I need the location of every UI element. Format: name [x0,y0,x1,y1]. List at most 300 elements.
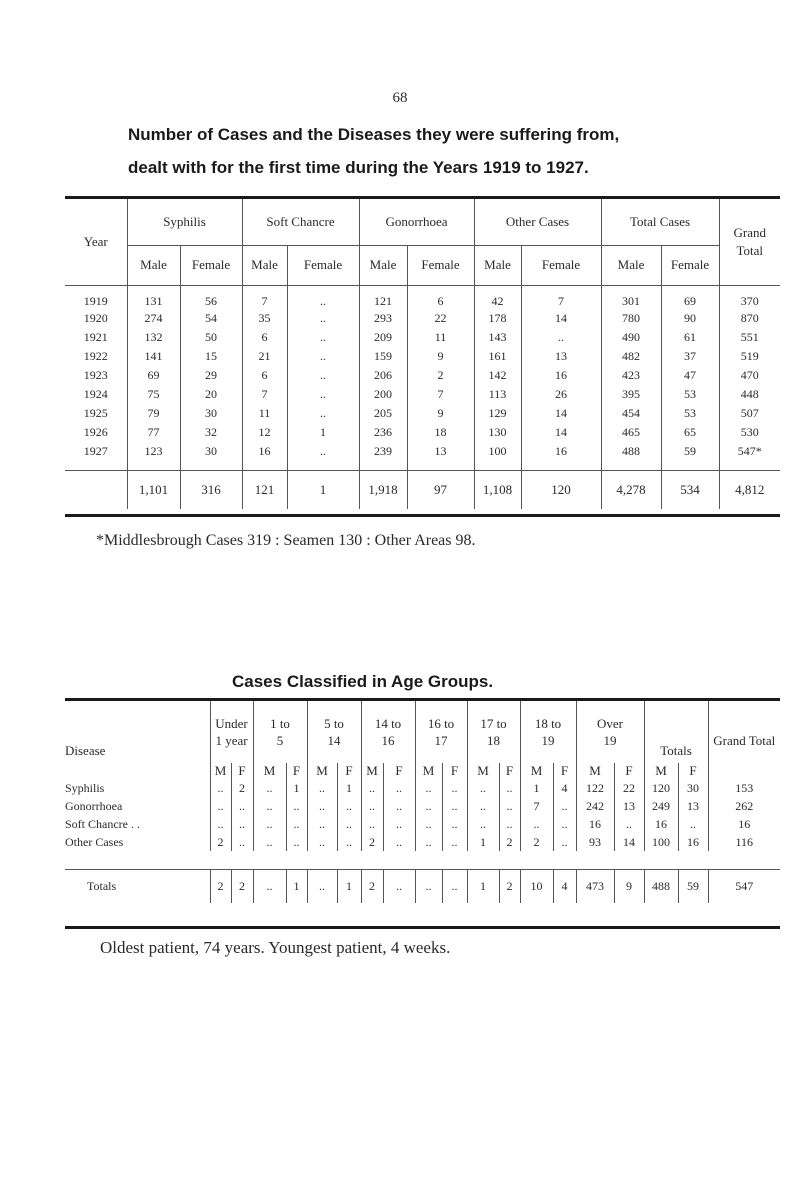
value-cell: .. [499,797,520,815]
total-cell: 121 [242,471,287,509]
age-group-bottom: 17 [434,733,448,748]
value-cell: 1 [520,779,553,797]
value-cell: 16 [644,815,678,833]
value-cell: .. [231,815,253,833]
age-group-top: 1 to [270,716,290,731]
value-cell: 11 [407,328,474,347]
value-cell: 143 [474,328,521,347]
value-cell: 16 [521,366,601,385]
value-cell: .. [361,815,383,833]
table-row [65,779,780,797]
value-cell: .. [287,366,359,385]
value-cell: 2 [499,833,520,851]
value-cell: 13 [678,797,708,815]
value-cell: .. [467,797,499,815]
totals-row [65,471,780,509]
sex-header: Female [521,245,601,285]
value-cell: 2 [361,833,383,851]
value-cell: 465 [601,423,661,442]
value-cell: 53 [661,404,719,423]
value-cell: .. [499,815,520,833]
value-cell: 242 [576,797,614,815]
value-cell: .. [383,815,415,833]
age-group-top: 17 to [480,716,507,731]
age-group-header [467,701,520,763]
value-cell: 780 [601,309,661,328]
value-cell: 37 [661,347,719,366]
group-header-gonorrhoea: Gonorrhoea [359,199,474,245]
value-cell: 161 [474,347,521,366]
total-cell: 1 [286,869,307,903]
sex-header: Male [127,245,180,285]
age-group-bottom: 16 [381,733,395,748]
value-cell: 116 [708,833,780,851]
value-cell: 26 [521,385,601,404]
total-cell: 1,918 [359,471,407,509]
value-cell: 121 [359,285,407,309]
value-cell: 13 [521,347,601,366]
value-cell: 1 [467,833,499,851]
value-cell: 239 [359,442,407,461]
value-cell: 454 [601,404,661,423]
sex-header: Female [287,245,359,285]
table-row [65,442,780,461]
value-cell: 370 [719,285,780,309]
value-cell: .. [287,328,359,347]
value-cell: .. [253,797,286,815]
value-cell: 35 [242,309,287,328]
value-cell: 21 [242,347,287,366]
value-cell: .. [253,815,286,833]
value-cell: 13 [407,442,474,461]
value-cell: 262 [708,797,780,815]
value-cell: 59 [661,442,719,461]
value-cell: 423 [601,366,661,385]
value-cell: .. [553,815,576,833]
value-cell: .. [287,347,359,366]
age-group-top: 14 to [374,716,402,731]
value-cell: .. [415,797,442,815]
table2-title: Cases Classified in Age Groups. [232,672,494,691]
value-cell: 14 [521,404,601,423]
value-cell: 141 [127,347,180,366]
table-row [65,423,780,442]
value-cell: .. [467,779,499,797]
disease-cell: Soft Chancre . . [65,816,140,831]
age-group-header [576,701,644,763]
value-cell: 16 [521,442,601,461]
value-cell: 120 [644,779,678,797]
value-cell: .. [286,833,307,851]
value-cell: 90 [661,309,719,328]
group-header-total-cases: Total Cases [601,199,719,245]
value-cell: 30 [180,404,242,423]
value-cell: 30 [678,779,708,797]
value-cell: 14 [521,423,601,442]
table1-title-line1: Number of Cases and the Diseases they were suffering from, [128,125,620,144]
value-cell: 30 [180,442,242,461]
value-cell: .. [415,833,442,851]
value-cell: 2 [520,833,553,851]
total-cell: 10 [520,869,553,903]
total-cell: 4,812 [719,471,780,509]
value-cell: .. [231,797,253,815]
table-row [65,285,780,309]
male-header: M [467,763,499,779]
year-cell: 1924 [83,386,108,401]
year-cell: 1921 [83,329,108,344]
value-cell: 153 [708,779,780,797]
age-group-top: 18 to [534,716,562,731]
totals-row [65,869,780,903]
table-row [65,833,780,851]
value-cell: 132 [127,328,180,347]
value-cell: 7 [521,285,601,309]
female-header: F [337,763,361,779]
value-cell: .. [361,797,383,815]
table1-bottom-rule [65,514,780,517]
total-cell: 1,108 [474,471,521,509]
value-cell: 470 [719,366,780,385]
table-row [65,328,780,347]
disease-cell: Syphilis [65,780,105,795]
total-cell: .. [415,869,442,903]
total-cell: 2 [361,869,383,903]
value-cell: 69 [661,285,719,309]
value-cell: .. [383,833,415,851]
value-cell: 47 [661,366,719,385]
blank-cell [65,763,210,779]
value-cell: 482 [601,347,661,366]
value-cell: 507 [719,404,780,423]
value-cell: .. [286,815,307,833]
value-cell: 1 [286,779,307,797]
value-cell: 77 [127,423,180,442]
male-header: M [253,763,286,779]
female-header: F [678,763,708,779]
age-group-bottom: 19 [541,733,555,748]
value-cell: 54 [180,309,242,328]
value-cell: 7 [242,385,287,404]
male-header: M [576,763,614,779]
age-group-header [520,701,576,763]
value-cell: 7 [242,285,287,309]
value-cell: 16 [242,442,287,461]
value-cell: 249 [644,797,678,815]
female-header: F [442,763,467,779]
value-cell: 100 [474,442,521,461]
value-cell: 50 [180,328,242,347]
total-cell: 488 [644,869,678,903]
total-cell: 1,101 [127,471,180,509]
value-cell: 293 [359,309,407,328]
value-cell: .. [678,815,708,833]
total-cell: .. [442,869,467,903]
age-group-header [210,701,253,763]
value-cell: 11 [242,404,287,423]
value-cell: 6 [407,285,474,309]
value-cell: 113 [474,385,521,404]
age-group-bottom: 18 [487,733,500,748]
value-cell: .. [499,779,520,797]
value-cell: 1 [337,779,361,797]
value-cell: 56 [180,285,242,309]
value-cell: 9 [407,347,474,366]
group-header-soft-chancre: Soft Chancre [242,199,359,245]
age-group-bottom: 14 [327,733,341,748]
value-cell: 18 [407,423,474,442]
value-cell: 395 [601,385,661,404]
total-cell [65,471,127,509]
value-cell: .. [361,779,383,797]
female-header: F [286,763,307,779]
table-row [65,797,780,815]
value-cell: 200 [359,385,407,404]
age-group-header [307,701,361,763]
total-cell: 547 [708,869,780,903]
value-cell: 209 [359,328,407,347]
value-cell: .. [337,797,361,815]
value-cell: .. [307,833,337,851]
sex-header: Male [359,245,407,285]
value-cell: .. [287,404,359,423]
total-cell: 473 [576,869,614,903]
male-header: M [520,763,553,779]
value-cell: 2 [210,833,231,851]
footnote: *Middlesbrough Cases 319 : Seamen 130 : Other Areas 98. [96,532,476,549]
value-cell: 29 [180,366,242,385]
sex-header: Male [474,245,521,285]
value-cell: 130 [474,423,521,442]
total-cell: .. [253,869,286,903]
value-cell: .. [286,797,307,815]
value-cell: 75 [127,385,180,404]
value-cell: 1 [287,423,359,442]
value-cell: .. [521,328,601,347]
value-cell: 448 [719,385,780,404]
value-cell: .. [307,779,337,797]
value-cell: 178 [474,309,521,328]
value-cell: .. [210,779,231,797]
total-cell: .. [307,869,337,903]
value-cell: 69 [127,366,180,385]
total-cell: 2 [231,869,253,903]
age-group-top: 5 to [324,716,344,731]
group-header-other-cases: Other Cases [474,199,601,245]
value-cell: 7 [407,385,474,404]
sex-header: Male [242,245,287,285]
totals-label: Totals [65,869,210,903]
value-cell: .. [553,797,576,815]
total-cell: 1 [467,869,499,903]
disease-cell: Other Cases [65,834,124,849]
value-cell: 206 [359,366,407,385]
value-cell: 4 [553,779,576,797]
value-cell: .. [614,815,644,833]
value-cell: 20 [180,385,242,404]
value-cell: .. [442,833,467,851]
value-cell: 530 [719,423,780,442]
cases-by-year-table [65,199,780,509]
total-cell: 120 [521,471,601,509]
value-cell: 551 [719,328,780,347]
male-header: M [415,763,442,779]
female-header: F [553,763,576,779]
value-cell: 870 [719,309,780,328]
value-cell: .. [231,833,253,851]
value-cell: 6 [242,328,287,347]
disease-cell: Gonorrhoea [65,798,123,813]
value-cell: 13 [614,797,644,815]
value-cell: 14 [614,833,644,851]
value-cell: .. [442,779,467,797]
value-cell: 15 [180,347,242,366]
value-cell: .. [253,833,286,851]
year-cell: 1920 [83,310,108,325]
value-cell: .. [287,442,359,461]
age-group-bottom: 1 year [215,733,248,748]
value-cell: .. [383,779,415,797]
value-cell: .. [415,815,442,833]
page-number: 68 [392,90,408,106]
value-cell: 488 [601,442,661,461]
value-cell: 12 [242,423,287,442]
value-cell: 274 [127,309,180,328]
year-header: Year [65,199,127,285]
age-group-top: Over [597,716,623,731]
male-header: M [361,763,383,779]
value-cell: 6 [242,366,287,385]
total-cell: 2 [210,869,231,903]
value-cell: 2 [407,366,474,385]
value-cell: 519 [719,347,780,366]
age-group-bottom: 5 [276,733,284,748]
total-cell: 97 [407,471,474,509]
year-cell: 1926 [83,424,108,439]
table-row [65,366,780,385]
total-cell: 9 [614,869,644,903]
value-cell: 93 [576,833,614,851]
value-cell: .. [210,815,231,833]
age-group-bottom: 19 [603,733,617,748]
sex-header: Female [180,245,242,285]
grand-total-header: Grand Total [708,701,780,779]
value-cell: 61 [661,328,719,347]
total-cell: 59 [678,869,708,903]
value-cell: .. [442,797,467,815]
female-header: F [383,763,415,779]
value-cell: 490 [601,328,661,347]
age-group-top: 16 to [427,716,455,731]
year-cell: 1925 [83,405,108,420]
male-header: M [644,763,678,779]
total-cell: 1 [287,471,359,509]
table-row [65,347,780,366]
value-cell: .. [307,797,337,815]
value-cell: 22 [407,309,474,328]
group-header-syphilis: Syphilis [127,199,242,245]
value-cell: .. [287,309,359,328]
value-cell: .. [467,815,499,833]
value-cell: .. [253,779,286,797]
value-cell: 7 [520,797,553,815]
sex-header: Female [661,245,719,285]
value-cell: 123 [127,442,180,461]
total-cell: 2 [499,869,520,903]
value-cell: 205 [359,404,407,423]
value-cell: 14 [521,309,601,328]
total-cell: 4 [553,869,576,903]
value-cell: .. [442,815,467,833]
age-groups-table [65,701,780,903]
value-cell: .. [553,833,576,851]
age-group-header [415,701,467,763]
total-cell: 316 [180,471,242,509]
value-cell: 129 [474,404,521,423]
year-cell: 1922 [83,348,108,363]
table2-bottom-rule [65,926,780,929]
value-cell: 53 [661,385,719,404]
value-cell: 122 [576,779,614,797]
value-cell: 131 [127,285,180,309]
value-cell: 16 [678,833,708,851]
male-header: M [210,763,231,779]
table-row [65,815,780,833]
table-row [65,309,780,328]
value-cell: 65 [661,423,719,442]
value-cell: 16 [708,815,780,833]
closing-note: Oldest patient, 74 years. Youngest patient, 4 weeks. [100,938,451,957]
table-row [65,385,780,404]
value-cell: 79 [127,404,180,423]
age-group-header [253,701,307,763]
age-group-header [361,701,415,763]
value-cell: .. [337,815,361,833]
value-cell: 547* [719,442,780,461]
sex-header: Female [407,245,474,285]
total-cell: 4,278 [601,471,661,509]
total-cell: 534 [661,471,719,509]
total-cell: .. [383,869,415,903]
table-row [65,404,780,423]
total-cell: 1 [337,869,361,903]
female-header: F [614,763,644,779]
value-cell: 159 [359,347,407,366]
disease-header: Disease [65,743,106,758]
female-header: F [499,763,520,779]
value-cell: 32 [180,423,242,442]
year-cell: 1927 [83,443,108,458]
totals-header: Totals [644,701,708,763]
value-cell: .. [287,385,359,404]
value-cell: 100 [644,833,678,851]
year-cell: 1923 [83,367,108,382]
male-header: M [307,763,337,779]
value-cell: .. [337,833,361,851]
value-cell: 16 [576,815,614,833]
value-cell: .. [210,797,231,815]
sex-header: Male [601,245,661,285]
value-cell: 2 [231,779,253,797]
value-cell: .. [383,797,415,815]
table1-title-line2: dealt with for the first time during the Years 1919 to 1927. [128,158,589,177]
grand-total-header: Grand Total [719,199,780,285]
value-cell: .. [520,815,553,833]
value-cell: 236 [359,423,407,442]
age-group-top: Under [215,716,248,731]
value-cell: 22 [614,779,644,797]
value-cell: 9 [407,404,474,423]
